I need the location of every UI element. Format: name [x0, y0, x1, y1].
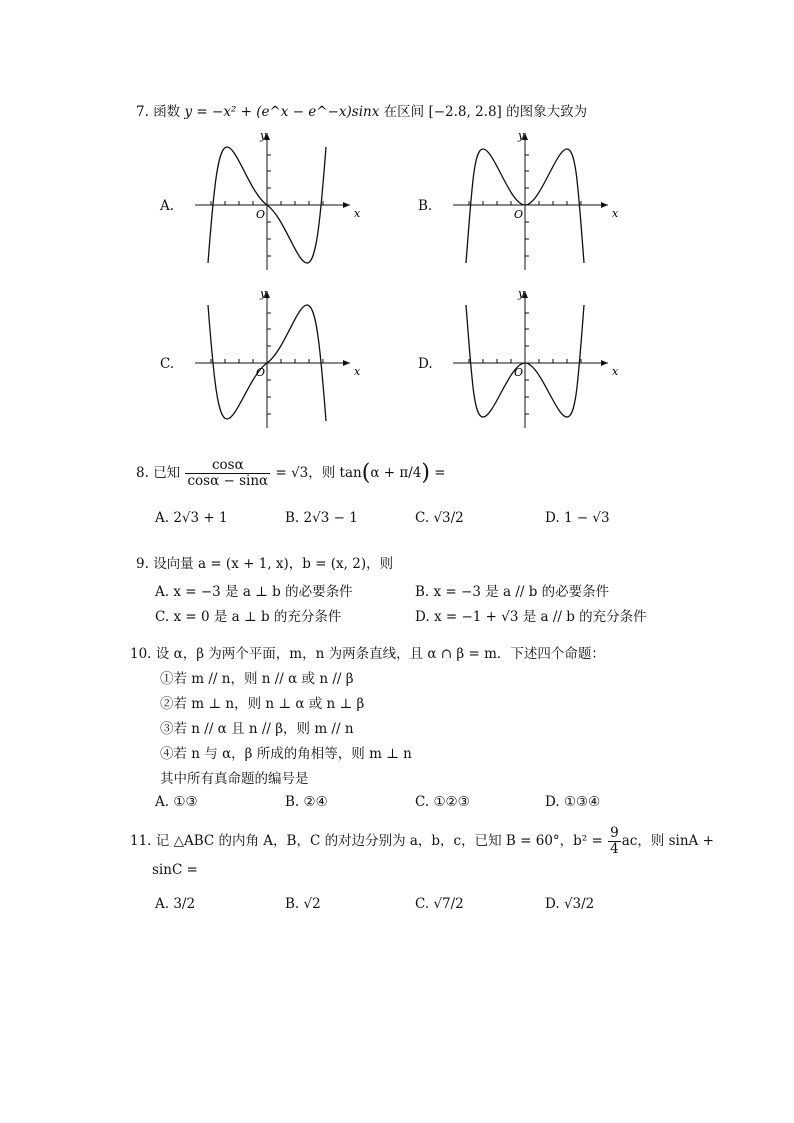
q11-fraction: $\frac{9}{4}$: [610, 825, 619, 857]
origin-label: O: [256, 208, 266, 221]
origin-label: O: [256, 366, 266, 379]
x-axis-arrow: [343, 360, 350, 366]
q10-prop-1: ①若 m // n，则 n // α 或 n // β: [160, 671, 354, 687]
q9-option-a[interactable]: A. x = −3 是 a ⊥ b 的必要条件: [155, 584, 353, 600]
q8-stem: 8. 已知 $\frac{\cos\alpha}{\cos\alpha - \sin\alpha}$ = √3，则 tan(α + π/4) =: [136, 457, 446, 489]
q9-option-b[interactable]: B. x = −3 是 a // b 的必要条件: [415, 584, 610, 600]
q11-option-b[interactable]: B. √2: [285, 896, 321, 912]
q7-option-d-label: D.: [418, 356, 433, 372]
x-axis-label: x: [354, 365, 361, 378]
q10-option-d[interactable]: D. ①③④: [545, 794, 601, 810]
q7-graph-c: [190, 283, 370, 433]
q10-question: 其中所有真命题的编号是: [160, 771, 309, 787]
q10-prop-2: ②若 m ⊥ n，则 n ⊥ α 或 n ⊥ β: [160, 696, 365, 712]
q11-option-a[interactable]: A. 3/2: [155, 896, 196, 912]
q9-stem: 9. 设向量 a = (x + 1, x)，b = (x, 2)，则: [136, 556, 394, 572]
q7-graph-d: [448, 283, 628, 433]
x-axis-label: x: [354, 207, 361, 220]
y-axis-label: y: [260, 287, 267, 300]
origin-label: O: [514, 208, 524, 221]
x-axis-label: x: [612, 207, 619, 220]
q7-option-a-label: A.: [160, 198, 175, 214]
x-axis-arrow: [601, 360, 608, 366]
q10-option-b[interactable]: B. ②④: [285, 794, 328, 810]
q11-stem-cont: sinC =: [152, 862, 198, 878]
x-axis-arrow: [601, 202, 608, 208]
q8-option-b[interactable]: B. 2√3 − 1: [285, 510, 358, 526]
q9-option-c[interactable]: C. x = 0 是 a ⊥ b 的充分条件: [155, 609, 342, 625]
q7-option-c-label: C.: [160, 356, 175, 372]
q8-option-a[interactable]: A. 2√3 + 1: [155, 510, 228, 526]
q11-option-d[interactable]: D. √3/2: [545, 896, 595, 912]
q8-fraction: $\frac{\cos\alpha}{\cos\alpha - \sin\alpha}$: [187, 457, 269, 489]
y-axis-label: y: [518, 129, 525, 142]
y-axis-label: y: [260, 129, 267, 142]
q10-prop-3: ③若 n // α 且 n // β，则 m // n: [160, 721, 354, 737]
y-axis-label: y: [518, 287, 525, 300]
x-axis-label: x: [612, 365, 619, 378]
q10-option-a[interactable]: A. ①③: [155, 794, 198, 810]
q11-option-c[interactable]: C. √7/2: [415, 896, 464, 912]
q8-option-c[interactable]: C. √3/2: [415, 510, 464, 526]
x-axis-arrow: [343, 202, 350, 208]
q11-stem: 11. 记 △ABC 的内角 A，B，C 的对边分别为 a，b，c，已知 B = 60°，b² = $\frac{9}{4}$ ac，则 sinA +: [130, 825, 714, 857]
q10-option-c[interactable]: C. ①②③: [415, 794, 470, 810]
q10-prop-4: ④若 n 与 α，β 所成的角相等，则 m ⊥ n: [160, 746, 412, 762]
q7-graph-a: [190, 125, 370, 275]
q10-stem: 10. 设 α，β 为两个平面，m，n 为两条直线，且 α ∩ β = m．下述四个命题：: [130, 646, 605, 662]
q8-option-d[interactable]: D. 1 − √3: [545, 510, 610, 526]
q7-option-b-label: B.: [418, 198, 433, 214]
origin-label: O: [514, 366, 524, 379]
q7-graph-b: [448, 125, 628, 275]
q7-stem: 7. 函数 y = −x² + (e^x − e^−x)sinx 在区间 [−2.8, 2.8] 的图象大致为: [136, 104, 588, 120]
q9-option-d[interactable]: D. x = −1 + √3 是 a // b 的充分条件: [415, 609, 647, 625]
